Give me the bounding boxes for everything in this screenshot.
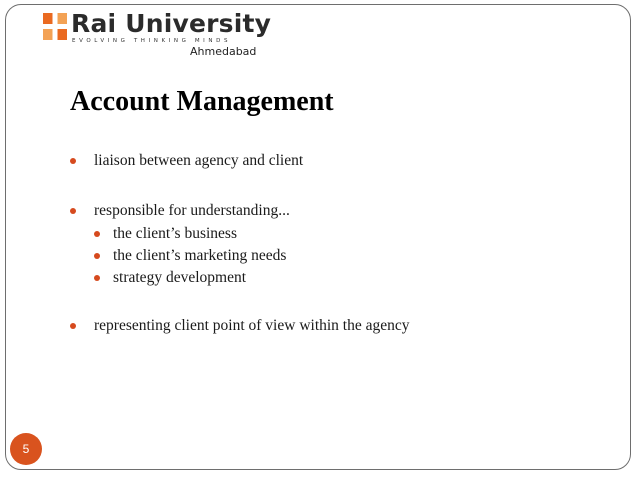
slide-title: Account Management bbox=[70, 86, 334, 117]
bullet-dot-icon bbox=[70, 158, 76, 164]
university-name: Rai University bbox=[71, 9, 272, 38]
bullet-dot-icon bbox=[94, 275, 100, 281]
bullet-text: liaison between agency and client bbox=[94, 152, 304, 169]
university-crest-icon bbox=[43, 13, 67, 40]
bullet-dot-icon bbox=[94, 253, 100, 259]
sub-bullet-text: strategy development bbox=[113, 269, 246, 286]
bullet-text: responsible for understanding... bbox=[94, 202, 290, 219]
page-number-badge: 5 bbox=[10, 433, 42, 465]
bullet-dot-icon bbox=[94, 231, 100, 237]
sub-bullet-text: the client’s marketing needs bbox=[113, 247, 287, 264]
sub-bullet-text: the client’s business bbox=[113, 225, 237, 242]
bullet-text: representing client point of view within the agency bbox=[94, 317, 410, 334]
bullet-list bbox=[70, 0, 610, 479]
bullet-dot-icon bbox=[70, 208, 76, 214]
bullet-dot-icon bbox=[70, 323, 76, 329]
campus-name: Ahmedabad bbox=[190, 45, 257, 58]
university-tagline: EVOLVING THINKING MINDS bbox=[72, 38, 232, 44]
